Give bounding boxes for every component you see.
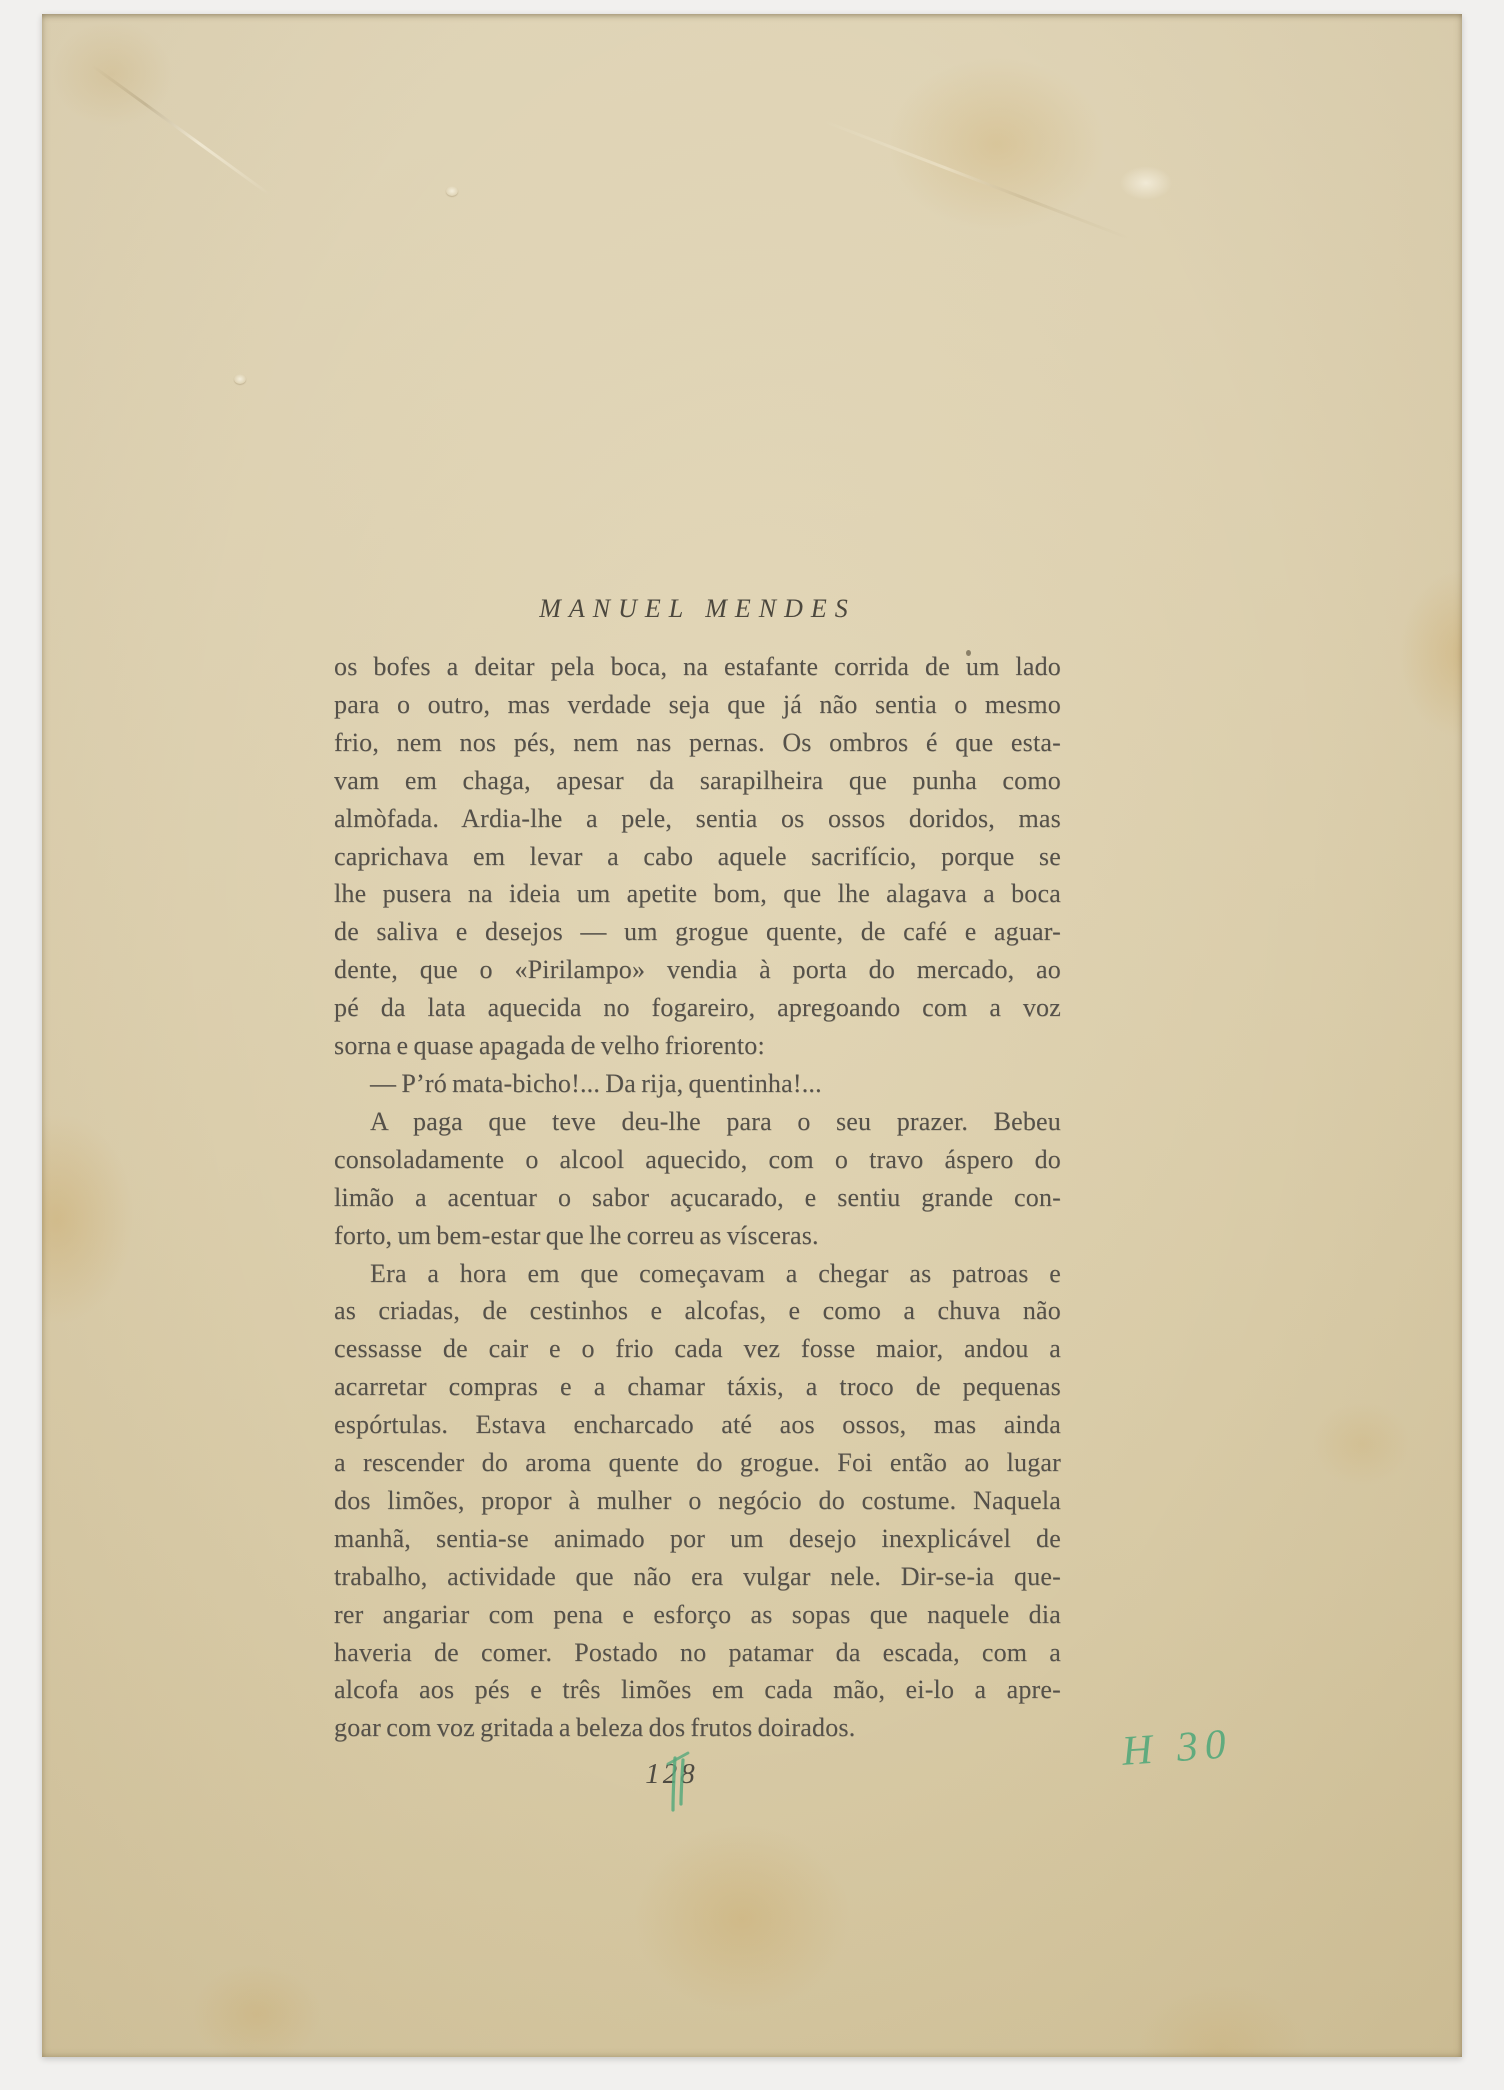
text-line: espórtulas. Estava encharcado até aos ossos, mas ainda	[334, 1410, 1061, 1440]
text-line: dente, que o «Pirilampo» vendia à porta do mercado, ao	[334, 955, 1061, 985]
text-line: sorna e quase apagada de velho friorento:	[334, 1031, 765, 1061]
text-line: as criadas, de cestinhos e alcofas, e como a chuva não	[334, 1296, 1061, 1326]
paper-crease	[821, 119, 1130, 240]
body-text	[334, 648, 1061, 1747]
running-header: MANUEL MENDES	[539, 594, 856, 623]
text-line: A paga que teve deu-lhe para o seu prazer. Bebeu	[370, 1106, 1061, 1136]
book-page	[42, 14, 1462, 2057]
text-line: forto, um bem-estar que lhe correu as vísceras.	[334, 1220, 819, 1250]
text-line: alcofa aos pés e três limões em cada mão, ei-lo a apre-	[334, 1675, 1061, 1705]
paper-dent	[1120, 166, 1172, 200]
text-line: cessasse de cair e o frio cada vez fosse maior, andou a	[334, 1334, 1061, 1364]
text-line: acarretar compras e a chamar táxis, a troco de pequenas	[334, 1372, 1061, 1402]
text-line: vam em chaga, apesar da sarapilheira que punha como	[334, 765, 1061, 795]
text-line: caprichava em levar a cabo aquele sacrifício, porque se	[334, 841, 1061, 871]
text-line: Era a hora em que começavam a chegar as patroas e	[370, 1258, 1061, 1288]
text-line: haveria de comer. Postado no patamar da escada, com a	[334, 1637, 1061, 1667]
text-line: rer angariar com pena e esforço as sopas que naquele dia	[334, 1599, 1061, 1629]
text-line: dos limões, propor à mulher o negócio do costume. Naquela	[334, 1485, 1061, 1515]
text-line: almòfada. Ardia-lhe a pele, sentia os ossos doridos, mas	[334, 803, 1061, 833]
paper-crease	[91, 64, 271, 196]
text-line: pé da lata aquecida no fogareiro, apregoando com a voz	[334, 993, 1061, 1023]
text-line: limão a acentuar o sabor açucarado, e sentiu grande con-	[334, 1182, 1061, 1212]
text-line: frio, nem nos pés, nem nas pernas. Os ombros é que esta-	[334, 727, 1061, 757]
text-line: goar com voz gritada a beleza dos frutos doirados.	[334, 1713, 856, 1743]
text-line: os bofes a deitar pela boca, na estafante corrida de um lado	[334, 652, 1061, 681]
text-line: trabalho, actividade que não era vulgar nele. Dir-se-ia que-	[334, 1561, 1061, 1591]
text-line: para o outro, mas verdade seja que já não sentia o mesmo	[334, 689, 1061, 719]
paper-dent	[234, 374, 246, 384]
handwritten-note: H 30	[1120, 1721, 1235, 1775]
text-line: consoladamente o alcool aquecido, com o travo áspero do	[334, 1144, 1061, 1174]
text-line: a rescender do aroma quente do grogue. Foi então ao lugar	[334, 1448, 1061, 1478]
text-line: lhe pusera na ideia um apetite bom, que lhe alagava a boca	[334, 879, 1061, 909]
page-number: 128	[645, 1758, 698, 1790]
text-line: de saliva e desejos — um grogue quente, de café e aguar-	[334, 917, 1061, 947]
text-line: manhã, sentia-se animado por um desejo inexplicável de	[334, 1523, 1061, 1553]
paper-dent	[446, 186, 458, 196]
handwritten-mark-icon	[664, 1744, 694, 1824]
page-footer	[334, 1758, 1061, 1791]
text-line: — P’ró mata-bicho!... Da rija, quentinha!...	[370, 1068, 822, 1098]
